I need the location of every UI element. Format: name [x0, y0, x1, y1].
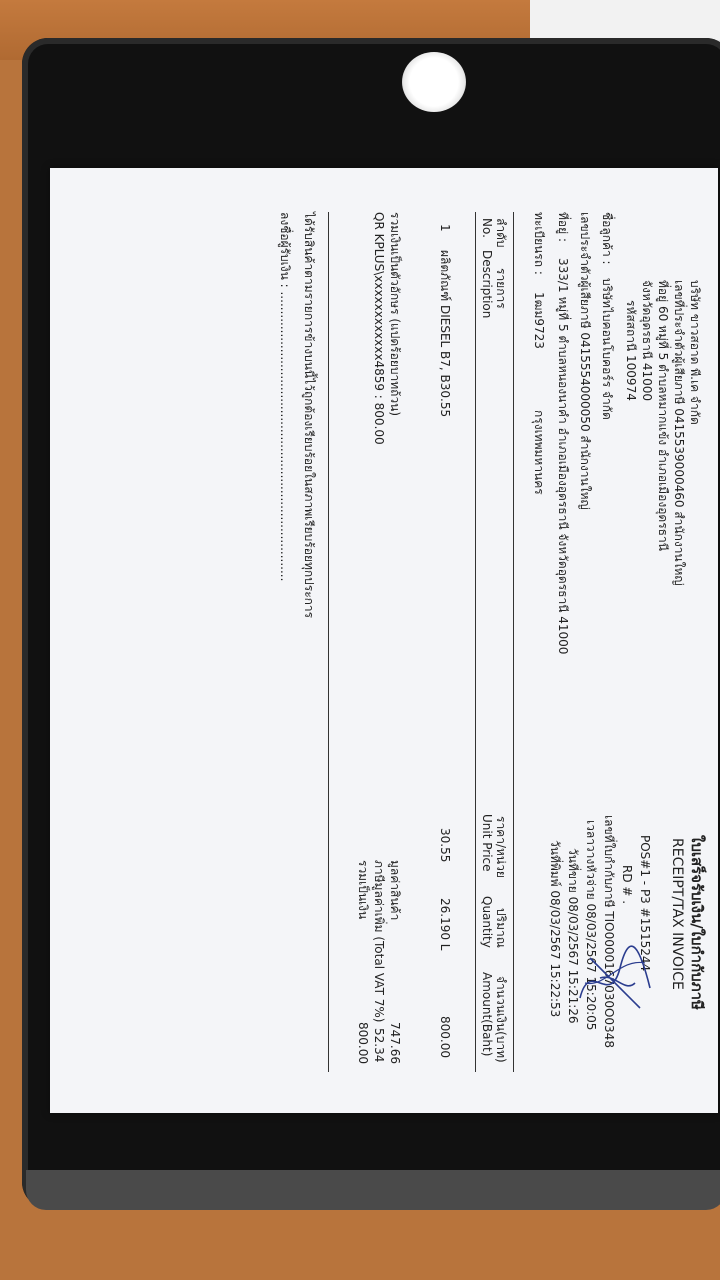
plate-province: กรุงเทพมหานคร: [532, 410, 546, 495]
company-name: บริษัท ขาวสอาด พี.เค จำกัด: [688, 280, 702, 425]
receipt-sheet: [50, 168, 718, 1113]
customer-address: 333/1 หมู่ที่ 5 ตำบลหนองนาคำ อำเภอเมืองอุดรธานี จังหวัดอุดรธานี 41000: [556, 258, 570, 655]
col-qty-en: Quantity: [480, 896, 494, 948]
vat-label: ภาษีมูลค่าเพิ่ม (Total VAT 7%): [372, 860, 386, 1023]
col-price-th: ราคา/หน่วย: [494, 816, 508, 878]
col-no-en: No.: [480, 218, 494, 238]
payment-method: QR KPLUS\xxxxxxxxxxxx4859 : 800.00: [372, 212, 386, 445]
total-in-words: รวมเงินเป็นตัวอักษร (แปดร้อยบาทถ้วน): [388, 212, 402, 417]
company-tax-id: เลขที่ประจำตัวผู้เสียภาษี 0415539000460 สำนักงานใหญ่: [672, 280, 686, 586]
row-no: 1: [438, 224, 452, 232]
branch-code: รหัสสถานี 100974: [624, 300, 638, 401]
col-desc-en: Description: [480, 250, 494, 319]
print-time: เวลาวางหัวจ่าย 08/03/2567 15:20:05: [584, 820, 598, 1031]
customer-address-label: ที่อยู่ :: [556, 212, 570, 243]
table-top-rule: [513, 212, 514, 1072]
clipboard-edge: [26, 1170, 720, 1210]
table-header-rule: [475, 212, 476, 1072]
col-price-en: Unit Price: [480, 814, 494, 872]
company-address-1: ที่อยู่ 60 หมู่ที่ 5 ตำบลหมากแข้ง อำเภอเมืองอุดรธานี: [656, 280, 670, 551]
col-desc-th: รายการ: [494, 268, 508, 309]
doc-title-th: ใบเสร็จรับเงิน/ใบกำกับภาษี: [688, 835, 706, 1010]
doc-title-en: RECEIPT/TAX INVOICE: [669, 838, 685, 990]
totals-rule: [328, 212, 329, 1072]
printed-date: วันที่พิมพ์ 08/03/2567 15:22:53: [548, 840, 562, 1018]
vat-value: 52.34: [372, 1028, 386, 1063]
col-no-th: ลำดับ: [494, 218, 508, 248]
plate-label: ทะเบียนรถ :: [532, 212, 546, 275]
col-qty-th: ปริมาณ: [494, 908, 508, 948]
sale-date: วันที่ขาย 08/03/2567 15:21:26: [566, 848, 580, 1024]
col-amount-en: Amount(Baht): [480, 972, 494, 1057]
light-reflection: [402, 52, 466, 112]
customer-label: ชื่อลูกค้า :: [600, 212, 614, 265]
tax-invoice-no: เลขที่ใบกำกับภาษี TIO0000167030O0348: [602, 815, 616, 1048]
received-statement: ได้รับสินค้าตามรายการข้างบนนี้ไว้ถูกต้องเรียบร้อยในสภาพเรียบร้อยทุกประการ: [302, 212, 316, 619]
row-amount: 800.00: [438, 1016, 452, 1058]
row-qty: 26.190 L: [438, 898, 452, 951]
goods-label: มูลค่าสินค้า: [388, 860, 402, 921]
customer-name: บริษัทไบคอนโบคอร์ร จำกัด: [600, 278, 614, 420]
sum-label: รวมเป็นเงิน: [356, 860, 370, 920]
row-price: 30.55: [438, 828, 452, 863]
sum-value: 800.00: [356, 1022, 370, 1064]
goods-value: 747.66: [388, 1022, 402, 1064]
signer-line: ลงชื่อผู้รับเงิน : ............................................................................: [278, 212, 292, 582]
rd-number: RD # .: [620, 865, 634, 905]
plate-number: 1ฒม9723: [532, 292, 546, 349]
row-desc: ผลิตภัณฑ์ DIESEL B7, B30.55: [438, 250, 452, 418]
company-address-2: จังหวัดอุดรธานี 41000: [640, 280, 654, 402]
col-amount-th: จำนวนเงิน(บาท): [494, 976, 508, 1063]
customer-tax-id: เลขประจำตัวผู้เสียภาษี 0415554000050 สำนักงานใหญ่: [578, 212, 592, 510]
signature-image: [570, 938, 660, 1018]
background-paper: [530, 0, 720, 42]
pos-number: POS#1 - P3 #1515244: [638, 835, 652, 972]
